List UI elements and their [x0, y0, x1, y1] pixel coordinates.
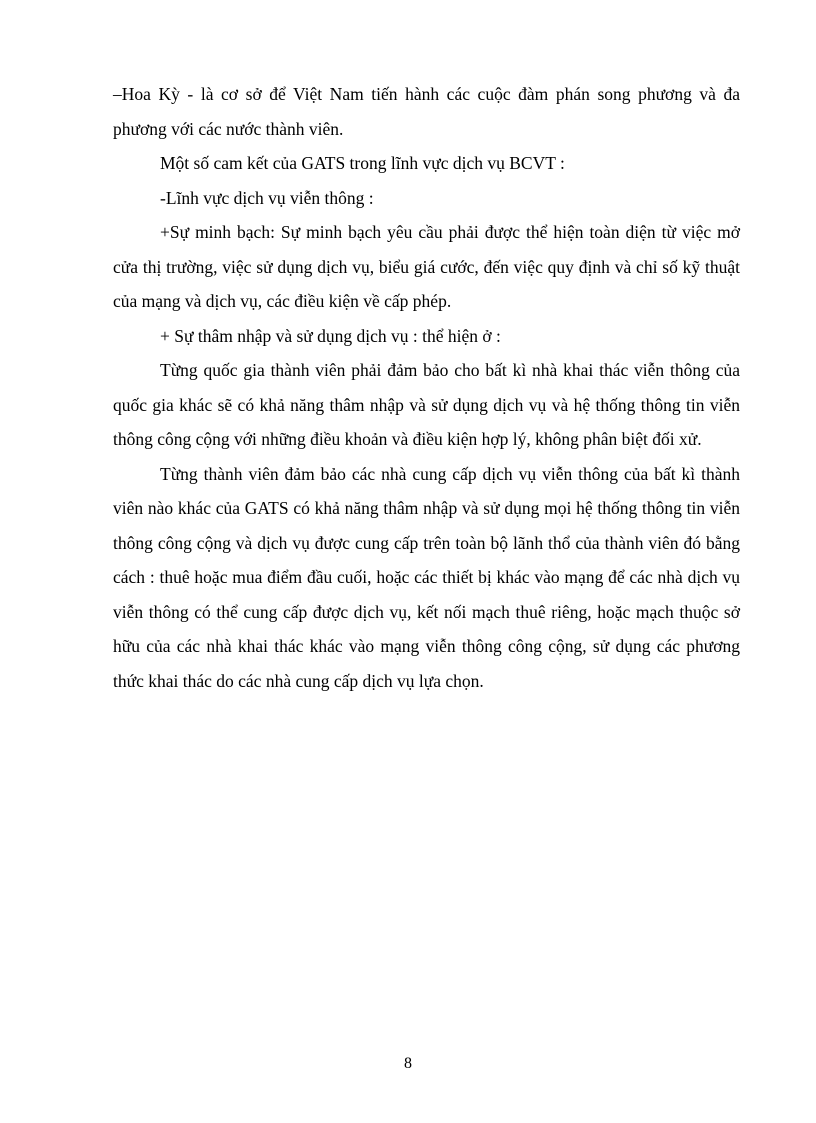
paragraph-3: -Lĩnh vực dịch vụ viễn thông :: [160, 187, 374, 208]
document-body: [113, 77, 740, 698]
paragraph-6: Từng quốc gia thành viên phải đảm bảo cho bất kì nhà khai thác viễn thông của quốc gia khác sẽ có khả năng thâm nhập và sử dụng dịch vụ và hệ thống thông tin viễn thông công cộng với những điều khoản và điều kiện hợp lý, không phân biệt đối xử.: [113, 360, 740, 449]
paragraph-7: Từng thành viên đảm bảo các nhà cung cấp dịch vụ viễn thông của bất kì thành viên nào khác của GATS có khả năng thâm nhập và sử dụng mọi hệ thống thông tin viễn thông công cộng và dịch vụ được cung cấp trên toàn bộ lãnh thổ của thành viên đó bằng cách : thuê hoặc mua điểm đầu cuối, hoặc các thiết bị khác vào mạng để các nhà dịch vụ viễn thông có thể cung cấp được dịch vụ, kết nối mạch thuê riêng, hoặc mạch thuộc sở hữu của các nhà khai thác khác vào mạng viễn thông công cộng, sử dụng các phương thức khai thác do các nhà cung cấp dịch vụ lựa chọn.: [113, 463, 740, 691]
paragraph-2: Một số cam kết của GATS trong lĩnh vực dịch vụ BCVT :: [160, 153, 565, 173]
page-number: 8: [404, 1055, 412, 1072]
paragraph-4: +Sự minh bạch: Sự minh bạch yêu cầu phải được thể hiện toàn diện từ việc mở cửa thị trường, việc sử dụng dịch vụ, biểu giá cước, đến việc quy định và chỉ số kỹ thuật của mạng và dịch vụ, các điều kiện về cấp phép.: [113, 222, 740, 311]
paragraph-1: –Hoa Kỳ - là cơ sở để Việt Nam tiến hành các cuộc đàm phán song phương và đa phương với các nước thành viên.: [113, 84, 740, 139]
paragraph-5: + Sự thâm nhập và sử dụng dịch vụ : thể hiện ở :: [160, 325, 501, 346]
